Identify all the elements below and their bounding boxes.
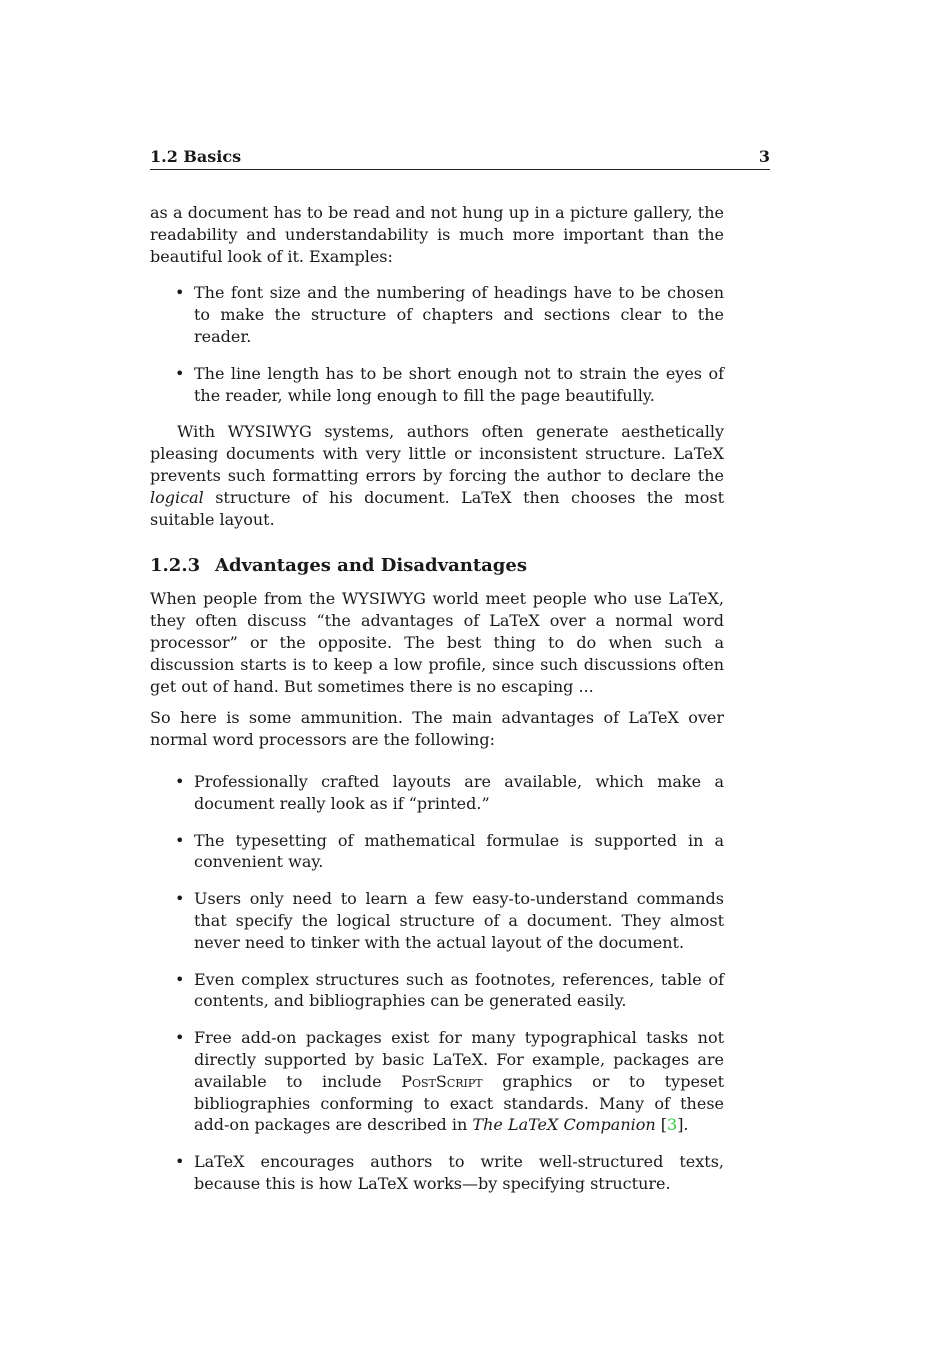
emphasis-text: logical [150,487,204,507]
list-item-text: The typesetting of mathematical formulae is supported in a convenient way. [194,830,724,872]
bullet-icon: • [175,283,185,303]
page-number: 3 [758,147,770,166]
people-paragraph [150,588,724,697]
ammunition-paragraph [150,707,724,751]
list-item: • Free add-on packages exist for many typographical tasks not directly supported by basic LaTeX. For example, packages are available to include PostScript graphics or to typeset bibliographies conforming to exact standards. Many of these add-on packages are described in The LaTeX Companion [3]. [175,1028,725,1135]
paragraph-text: , they often discuss “the advantages of [150,589,724,631]
latex-logo: LaTeX [507,1115,559,1135]
list-item-text: Free add-on packages exist for many typographical tasks not directly supported by basic [194,1028,724,1069]
page [150,146,770,1195]
list-item-text: encourages authors to write well-structured texts, because this is how [194,1152,724,1193]
latex-logo: LaTeX [194,1152,245,1172]
running-header [150,146,770,170]
header-title: 1.2 Basics [150,147,242,166]
bullet-icon: • [175,1028,185,1048]
intro-paragraph: as a document has to be read and not hung up in a picture gallery, the readability and understandability is much more important than the beautiful look of it. Examples: [150,203,724,266]
paragraph-text: over a normal word processor” or the opposite. The best thing to do when such a discussion starts is to keep a low profile, since such discussions often get out of hand. But sometimes there is no escaping ... [150,611,725,696]
wysiwyg-paragraph [150,421,724,530]
latex-logo: LaTeX [461,487,512,507]
section-title: Advantages and Disadvantages [215,555,527,577]
list-item [150,771,724,815]
section-heading [150,554,724,578]
postscript-text: PostScript [401,1071,483,1091]
list-item-text: works—by specifying structure. [413,1173,671,1193]
latex-logo: LaTeX [489,611,540,631]
examples-list [150,282,724,406]
latex-logo: LaTeX [432,1049,483,1069]
paragraph-text: then chooses the most suitable layout. [150,487,724,529]
list-item [150,830,724,874]
paragraph-text: prevents such formatting errors by forcing the author to declare the [150,465,724,485]
bullet-icon: • [175,363,185,383]
list-item-text: The line length has to be short enough not to strain the eyes of the reader, while long enough to fill the page beautifully. [194,363,724,405]
latex-logo: LaTeX [628,708,679,728]
paragraph-text: So here is some ammunition. The main advantages of [150,708,620,728]
list-item [150,969,724,1013]
list-item-text: Even complex structures such as footnotes, references, table of contents, and bibliographies can be generated easily. [194,969,724,1011]
latex-logo: LaTeX [357,1173,409,1193]
book-title: The LaTeX Companion [472,1115,656,1135]
list-item-text: Professionally crafted layouts are available, which make a document really look as if “printed.” [194,771,724,813]
list-item [150,888,724,953]
bullet-icon: • [175,830,185,850]
citation-link[interactable]: 3 [667,1115,678,1135]
section-number: 1.2.3 [150,555,201,577]
list-item-text: graphics or to typeset bibliographies conforming to exact standards. Many of these add-on packages are described in [194,1071,725,1135]
list-item [150,1151,724,1195]
paragraph-text: structure of his document. [215,487,450,507]
bullet-icon: • [175,969,185,989]
bullet-icon: • [175,771,185,791]
bullet-icon: • [175,889,185,909]
latex-logo: LaTeX [668,589,719,609]
advantages-list [150,771,724,1195]
list-item-text: The font size and the numbering of headings have to be chosen to make the structure of chapters and sections clear to the reader. [194,283,724,346]
paragraph-text: over normal word processors are the following: [150,708,724,750]
list-item-text: Users only need to learn a few easy-to-understand commands that specify the logical structure of a document. They almost never need to tinker with the actual layout of the document. [194,889,724,952]
list-item-text: . For example, packages are available to include [194,1049,724,1091]
paragraph-text: With WYSIWYG systems, authors often generate aesthetically pleasing documents with very little or inconsistent structure. [150,422,724,464]
list-item [150,282,724,347]
latex-logo: LaTeX [673,444,724,464]
list-item [150,363,724,407]
paragraph-text: When people from the WYSIWYG world meet people who use [150,589,662,609]
bullet-icon: • [175,1152,185,1172]
